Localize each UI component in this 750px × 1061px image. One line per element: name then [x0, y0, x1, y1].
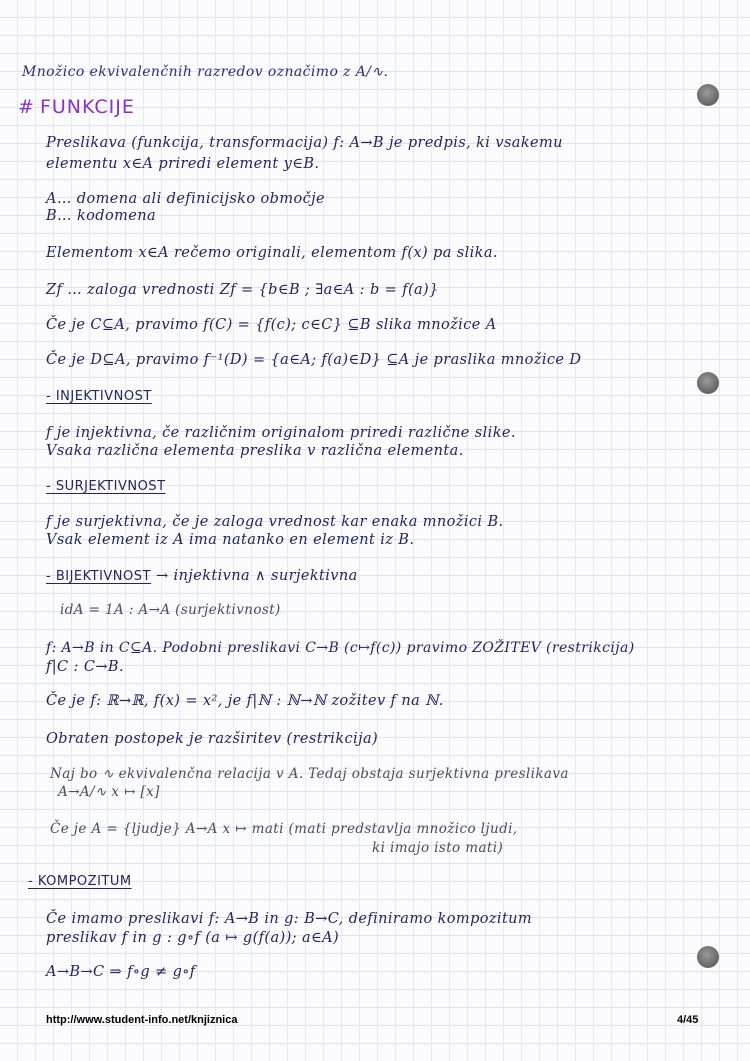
text-line: Vsak element iz A ima natanko en element iz B.	[46, 532, 415, 548]
text-line: A→A/∿ x ↦ [x]	[58, 784, 160, 800]
page-title: FUNKCIJE	[39, 96, 135, 118]
text-line: Če je D⊆A, pravimo f⁻¹(D) = {a∈A; f(a)∈D} ⊆A je praslika množice D	[46, 352, 582, 368]
text-line: Zf … zaloga vrednosti Zf = {b∈B ; ∃a∈A : b = f(a)}	[46, 282, 439, 298]
page-number: 4/45	[677, 1014, 699, 1026]
text-line: f je surjektivna, če je zaloga vrednost kar enaka množici B.	[46, 514, 504, 530]
section-bijektivnost	[46, 568, 358, 584]
text-line: B… kodomena	[46, 208, 157, 224]
text-line: A… domena ali definicijsko območje	[46, 191, 325, 207]
section-label: - BIJEKTIVNOST	[46, 569, 151, 584]
section-injektivnost: - INJEKTIVNOST	[46, 389, 152, 404]
punch-hole-icon	[697, 372, 719, 394]
section-kompozitum: - KOMPOZITUM	[28, 874, 132, 889]
footer-url: http://www.student-info.net/knjiznica	[46, 1014, 238, 1026]
text-line: f: A→B in C⊆A. Podobni preslikavi C→B (c↦f(c)) pravimo ZOŽITEV (restrikcija)	[46, 640, 635, 656]
text-line: ki imajo isto mati)	[372, 840, 504, 856]
section-heading	[18, 96, 135, 118]
section-note: → injektivna ∧ surjektivna	[150, 568, 358, 584]
text-line: idA = 1A : A→A (surjektivnost)	[60, 602, 281, 618]
intro-line: Množico ekvivalenčnih razredov označimo z A/∿.	[22, 64, 389, 80]
section-surjektivnost: - SURJEKTIVNOST	[46, 479, 166, 494]
punch-hole-icon	[697, 946, 719, 968]
text-line: elementu x∈A priredi element y∈B.	[46, 156, 320, 172]
text-line: preslikav f in g : g∘f (a ↦ g(f(a)); a∈A)	[46, 930, 340, 946]
text-line: A→B→C ⇒ f∘g ≠ g∘f	[46, 964, 196, 980]
text-line: Preslikava (funkcija, transformacija) f: A→B je predpis, ki vsakemu	[46, 135, 563, 151]
text-line: Če je C⊆A, pravimo f(C) = {f(c); c∈C} ⊆B slika množice A	[46, 317, 497, 333]
punch-hole-icon	[697, 84, 719, 106]
text-line: Obraten postopek je razširitev (restrikcija)	[46, 731, 379, 747]
text-line: f je injektivna, če različnim originalom priredi različne slike.	[46, 425, 516, 441]
text-line: Vsaka različna elementa preslika v različna elementa.	[46, 443, 464, 459]
hash-icon: #	[18, 96, 35, 118]
text-line: Če imamo preslikavi f: A→B in g: B→C, definiramo kompozitum	[46, 911, 533, 927]
text-line: Če je f: ℝ→ℝ, f(x) = x², je f|ℕ : ℕ→ℕ zožitev f na ℕ.	[46, 693, 444, 709]
text-line: Elementom x∈A rečemo originali, elementom f(x) pa slika.	[46, 245, 498, 261]
text-line: f|C : C→B.	[46, 659, 124, 675]
text-line: Naj bo ∿ ekvivalenčna relacija v A. Tedaj obstaja surjektivna preslikava	[50, 766, 569, 782]
text-line: Če je A = {ljudje} A→A x ↦ mati (mati predstavlja množico ljudi,	[50, 821, 518, 837]
